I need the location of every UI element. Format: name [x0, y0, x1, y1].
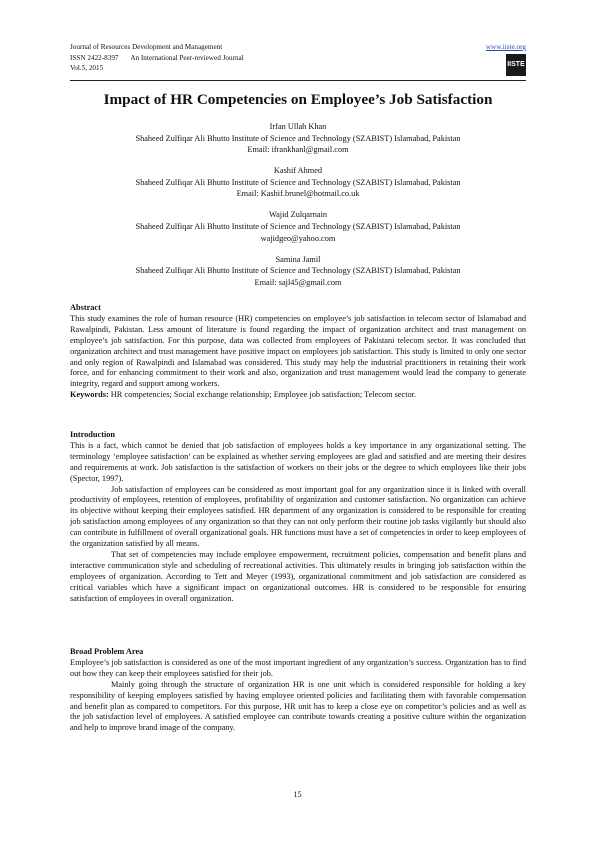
paragraph: Job satisfaction of employees can be considered as most important goal for any organization since it is linked with overall productivity of employees, retention of employees, profitability of organization and customer satisfaction. No organization can achieve its objective without keeping their employees satisfied. HR department of any organization is considered to be responsible for creating job satisfaction among employees of any organization so that they can not only perform their routine job tasks vigilantly but should also can contribute in fulfillment of overall organizational goals. HR functions must have a set of competencies in order to keep employees of the organization satisfied by all means. [70, 484, 526, 549]
journal-header [70, 42, 526, 74]
iiste-logo: IISTE [506, 54, 526, 76]
author-block [70, 209, 526, 244]
header-divider [70, 80, 526, 81]
paragraph: This is a fact, which cannot be denied that job satisfaction of employees holds a key importance in any organizational setting. The terminology ‘employee satisfaction’ can be explained as whether serving employees are glad and satisfied and are meeting their desires and requirements at work. Job satisfaction is the satisfaction of workers on their jobs or the degree to which employees like their jobs (Spector, 1997). [70, 440, 526, 483]
broad-problem-area-heading: Broad Problem Area [70, 647, 144, 656]
journal-description: An International Peer-reviewed Journal [130, 53, 244, 62]
author-affiliation: Shaheed Zulfiqar Ali Bhutto Institute of Science and Technology (SZABIST) Islamabad, Pakistan [135, 266, 461, 276]
author-affiliation: Shaheed Zulfiqar Ali Bhutto Institute of Science and Technology (SZABIST) Islamabad, Pakistan [135, 177, 461, 187]
journal-info [70, 42, 526, 74]
page-number: 15 [293, 790, 302, 799]
paragraph: Employee’s job satisfaction is considered as one of the most important ingredient of any organization’s success. Organization has to find out how they can keep their employees satisfied for their job. [70, 657, 526, 678]
author-name: Irfan Ullah Khan [269, 122, 327, 131]
author-email: Email: Kashif.brunel@hotmail.co.uk [236, 189, 360, 199]
author-email: Email: ifrankhanl@gmail.com [247, 145, 349, 155]
abstract-heading: Abstract [70, 303, 101, 312]
author-email: wajidgeo@yahoo.com [260, 233, 336, 243]
author-block [70, 121, 526, 156]
author-block [70, 165, 526, 200]
author-block [70, 254, 526, 289]
journal-volume: Vol.5, 2015 [70, 64, 104, 72]
author-name: Wajid Zulqarnain [268, 210, 328, 220]
author-affiliation: Shaheed Zulfiqar Ali Bhutto Institute of Science and Technology (SZABIST) Islamabad, Pakistan [135, 133, 461, 143]
paper-title: Impact of HR Competencies on Employee’s Job Satisfaction [103, 91, 493, 108]
author-affiliation: Shaheed Zulfiqar Ali Bhutto Institute of Science and Technology (SZABIST) Islamabad, Pakistan [135, 221, 461, 231]
introduction-section [70, 430, 526, 605]
journal-url-link[interactable]: www.iiste.org [485, 43, 526, 51]
journal-name: Journal of Resources Development and Management [70, 43, 223, 51]
keywords-label: Keywords: [70, 390, 109, 400]
broad-problem-area-section [70, 647, 526, 734]
paragraph: Mainly going through the structure of organization HR is one unit which is considered responsible for holding a key responsibility of keeping employees satisfied by having employee oriented policies and facilitating them with favorable compensation and benefit plan as compared to competitors. For this purpose, HR unit has to keep a close eye on competitor’s policies and as well as the job satisfaction level of employees. A satisfied employee can contribute towards creating a positive culture within the organization and help to improve brand image of the company. [70, 679, 526, 733]
introduction-heading: Introduction [70, 430, 116, 439]
abstract-section [70, 303, 526, 401]
paragraph: That set of competencies may include employee empowerment, recruitment policies, compensation and benefit plans and interactive communication style and scheduling of recreational activities. This ultimately results in bringing job satisfaction within the employees of organization. According to Tett and Meyer (1993), organizational commitment and job satisfaction are considered as critical variables which have a significant impact on organizational outcomes. HR is considered to be responsible for ensuring satisfaction of employees in overall organization. [70, 549, 526, 603]
keywords-text: HR competencies; Social exchange relationship; Employee job satisfaction; Telecom sector. [110, 390, 417, 400]
journal-issn: ISSN 2422-8397 [70, 53, 119, 62]
keywords-line [70, 390, 526, 401]
author-name: Kashif Ahmed [273, 166, 323, 176]
author-email: Email: sajl45@gmail.com [254, 277, 342, 287]
author-name: Samina Jamil [275, 254, 321, 264]
journal-issn-line [70, 53, 526, 64]
author-list [70, 121, 526, 298]
abstract-text: This study examines the role of human resource (HR) competencies on employee’s job satisfaction in telecom sector of Islamabad and Rawalpindi, Pakistan. Less amount of literature is found regarding the impact of organization architect and trust management on employee’s job satisfaction. For this purpose, data was collected from employees of Pakistani telecom sector. It was concluded that organization architect and trust management have positive impact on employees job satisfaction. This study is limited to only one sector and only region of Rawalpindi and Islamabad was considered. This study may help the industrial practitioners in retaining their work force, and for enhancing commitment to their work and also, organization and trust management would lead the company to generate integrity, regard and support among workers. [70, 313, 526, 389]
